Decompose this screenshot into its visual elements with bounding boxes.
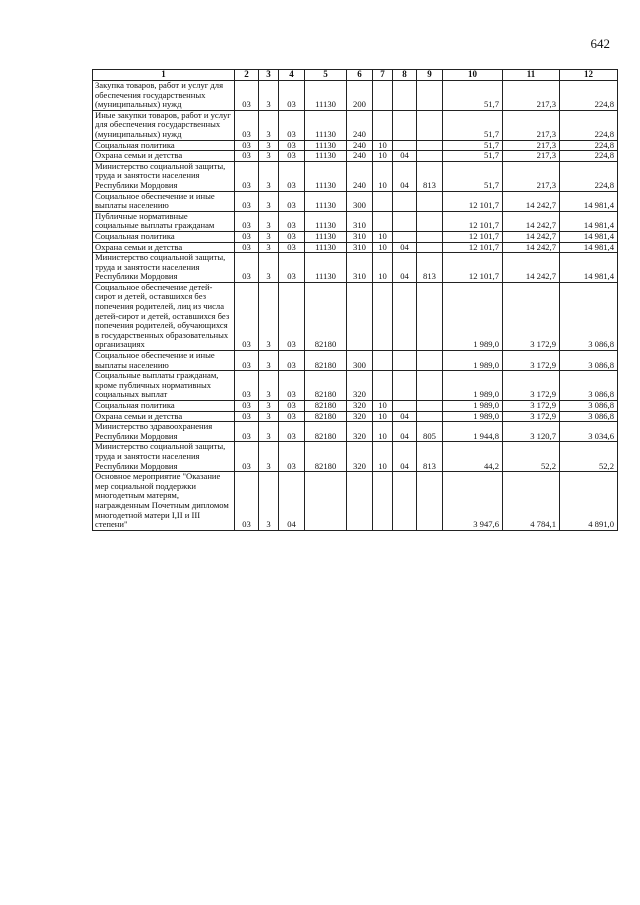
cell: 310	[347, 242, 373, 253]
cell: 03	[235, 422, 259, 442]
cell: 03	[235, 411, 259, 422]
cell	[417, 110, 443, 140]
table-row	[93, 140, 618, 151]
row-name: Публичные нормативные социальные выплаты гражданам	[93, 211, 235, 231]
cell: 03	[279, 253, 305, 283]
cell	[417, 191, 443, 211]
table-row	[93, 110, 618, 140]
amount-cell: 1 989,0	[443, 371, 503, 401]
cell: 11130	[305, 81, 347, 111]
amount-cell: 14 242,7	[503, 242, 560, 253]
cell	[373, 282, 393, 350]
row-name: Социальные выплаты гражданам, кроме публичных нормативных социальных выплат	[93, 371, 235, 401]
cell: 04	[393, 161, 417, 191]
cell: 3	[259, 151, 279, 162]
cell	[417, 411, 443, 422]
amount-cell: 3 086,8	[560, 282, 618, 350]
cell	[347, 472, 373, 531]
cell: 200	[347, 81, 373, 111]
cell: 11130	[305, 253, 347, 283]
cell	[417, 211, 443, 231]
amount-cell: 3 120,7	[503, 422, 560, 442]
amount-cell: 12 101,7	[443, 191, 503, 211]
cell: 813	[417, 161, 443, 191]
budget-table	[92, 69, 618, 531]
cell: 03	[235, 253, 259, 283]
cell: 03	[235, 110, 259, 140]
amount-cell: 44,2	[443, 442, 503, 472]
cell: 03	[279, 151, 305, 162]
amount-cell: 4 784,1	[503, 472, 560, 531]
cell: 04	[393, 242, 417, 253]
cell: 03	[279, 211, 305, 231]
cell: 320	[347, 442, 373, 472]
row-name: Охрана семьи и детства	[93, 411, 235, 422]
cell: 813	[417, 253, 443, 283]
amount-cell: 51,7	[443, 81, 503, 111]
cell: 10	[373, 161, 393, 191]
amount-cell: 3 172,9	[503, 401, 560, 412]
cell: 805	[417, 422, 443, 442]
amount-cell: 14 981,4	[560, 253, 618, 283]
row-name: Министерство социальной защиты, труда и занятости населения Республики Мордовия	[93, 161, 235, 191]
amount-cell: 1 989,0	[443, 411, 503, 422]
cell: 03	[235, 231, 259, 242]
row-name: Социальная политика	[93, 231, 235, 242]
cell	[393, 110, 417, 140]
cell: 03	[235, 242, 259, 253]
cell: 82180	[305, 371, 347, 401]
col-header: 2	[235, 70, 259, 81]
row-name: Социальная политика	[93, 140, 235, 151]
amount-cell: 14 981,4	[560, 231, 618, 242]
cell: 82180	[305, 351, 347, 371]
amount-cell: 52,2	[503, 442, 560, 472]
cell	[373, 191, 393, 211]
table-row	[93, 191, 618, 211]
table-row	[93, 231, 618, 242]
table-row	[93, 472, 618, 531]
amount-cell: 217,3	[503, 161, 560, 191]
cell: 240	[347, 140, 373, 151]
cell: 10	[373, 231, 393, 242]
cell	[373, 472, 393, 531]
col-header: 10	[443, 70, 503, 81]
row-name: Министерство здравоохранения Республики Мордовия	[93, 422, 235, 442]
amount-cell: 1 989,0	[443, 282, 503, 350]
cell	[373, 351, 393, 371]
cell: 11130	[305, 140, 347, 151]
cell: 03	[279, 351, 305, 371]
cell: 11130	[305, 231, 347, 242]
cell	[347, 282, 373, 350]
amount-cell: 1 989,0	[443, 351, 503, 371]
cell: 3	[259, 401, 279, 412]
amount-cell: 3 086,8	[560, 371, 618, 401]
cell: 03	[235, 191, 259, 211]
amount-cell: 14 242,7	[503, 191, 560, 211]
cell: 03	[235, 140, 259, 151]
cell: 03	[279, 161, 305, 191]
cell: 03	[279, 191, 305, 211]
row-name: Социальная политика	[93, 401, 235, 412]
cell	[393, 191, 417, 211]
cell: 10	[373, 401, 393, 412]
row-name: Основное мероприятие "Оказание мер социальной поддержки многодетным матерям, награжденным Почетным дипломом многодетной матери I,II и III степени"	[93, 472, 235, 531]
cell: 03	[235, 161, 259, 191]
cell	[393, 282, 417, 350]
col-header: 5	[305, 70, 347, 81]
row-name: Охрана семьи и детства	[93, 242, 235, 253]
col-header: 3	[259, 70, 279, 81]
amount-cell: 3 086,8	[560, 401, 618, 412]
cell	[417, 282, 443, 350]
amount-cell: 224,8	[560, 81, 618, 111]
cell: 3	[259, 110, 279, 140]
amount-cell: 3 172,9	[503, 282, 560, 350]
cell: 320	[347, 401, 373, 412]
cell: 03	[235, 211, 259, 231]
cell: 320	[347, 371, 373, 401]
cell: 3	[259, 231, 279, 242]
cell	[393, 81, 417, 111]
cell: 04	[393, 422, 417, 442]
cell: 3	[259, 191, 279, 211]
cell	[417, 81, 443, 111]
amount-cell: 14 242,7	[503, 253, 560, 283]
amount-cell: 3 086,8	[560, 411, 618, 422]
cell: 03	[279, 411, 305, 422]
cell	[417, 140, 443, 151]
cell: 03	[279, 231, 305, 242]
table-row	[93, 151, 618, 162]
table-row	[93, 161, 618, 191]
table-row	[93, 401, 618, 412]
amount-cell: 4 891,0	[560, 472, 618, 531]
cell: 03	[235, 371, 259, 401]
amount-cell: 14 242,7	[503, 211, 560, 231]
amount-cell: 3 172,9	[503, 411, 560, 422]
cell: 300	[347, 191, 373, 211]
cell: 04	[393, 442, 417, 472]
cell: 310	[347, 211, 373, 231]
cell: 82180	[305, 411, 347, 422]
amount-cell: 217,3	[503, 81, 560, 111]
cell: 03	[279, 442, 305, 472]
cell: 03	[235, 81, 259, 111]
table-row	[93, 351, 618, 371]
amount-cell: 217,3	[503, 151, 560, 162]
table-row	[93, 282, 618, 350]
col-header: 11	[503, 70, 560, 81]
row-name: Закупка товаров, работ и услуг для обеспечения государственных (муниципальных) нужд	[93, 81, 235, 111]
amount-cell: 51,7	[443, 110, 503, 140]
cell	[393, 211, 417, 231]
cell: 03	[279, 282, 305, 350]
amount-cell: 1 944,8	[443, 422, 503, 442]
cell: 3	[259, 242, 279, 253]
amount-cell: 217,3	[503, 110, 560, 140]
amount-cell: 12 101,7	[443, 253, 503, 283]
amount-cell: 224,8	[560, 151, 618, 162]
cell: 3	[259, 371, 279, 401]
cell: 03	[235, 351, 259, 371]
cell	[373, 110, 393, 140]
cell	[393, 231, 417, 242]
cell: 03	[235, 442, 259, 472]
cell: 03	[235, 151, 259, 162]
cell: 3	[259, 472, 279, 531]
cell	[373, 211, 393, 231]
col-header: 7	[373, 70, 393, 81]
cell: 04	[393, 253, 417, 283]
amount-cell: 224,8	[560, 161, 618, 191]
cell: 82180	[305, 401, 347, 412]
cell: 3	[259, 253, 279, 283]
amount-cell: 224,8	[560, 140, 618, 151]
amount-cell: 224,8	[560, 110, 618, 140]
cell	[305, 472, 347, 531]
cell: 10	[373, 242, 393, 253]
cell	[417, 242, 443, 253]
header-row	[93, 70, 618, 81]
cell: 82180	[305, 422, 347, 442]
amount-cell: 12 101,7	[443, 242, 503, 253]
amount-cell: 12 101,7	[443, 211, 503, 231]
table-row	[93, 242, 618, 253]
cell: 03	[235, 472, 259, 531]
cell	[417, 472, 443, 531]
cell: 3	[259, 81, 279, 111]
table-row	[93, 81, 618, 111]
amount-cell: 12 101,7	[443, 231, 503, 242]
cell: 240	[347, 151, 373, 162]
row-name: Иные закупки товаров, работ и услуг для обеспечения государственных (муниципальных) нужд	[93, 110, 235, 140]
cell: 310	[347, 231, 373, 242]
cell: 03	[279, 81, 305, 111]
col-header: 8	[393, 70, 417, 81]
cell	[417, 351, 443, 371]
cell: 03	[235, 282, 259, 350]
cell: 10	[373, 422, 393, 442]
page-number: 642	[590, 36, 610, 51]
cell: 3	[259, 411, 279, 422]
col-header: 9	[417, 70, 443, 81]
amount-cell: 14 242,7	[503, 231, 560, 242]
cell	[393, 401, 417, 412]
cell: 11130	[305, 161, 347, 191]
cell	[393, 371, 417, 401]
cell: 03	[279, 401, 305, 412]
amount-cell: 51,7	[443, 140, 503, 151]
row-name: Охрана семьи и детства	[93, 151, 235, 162]
table-row	[93, 371, 618, 401]
amount-cell: 3 172,9	[503, 371, 560, 401]
col-header: 4	[279, 70, 305, 81]
cell: 10	[373, 442, 393, 472]
cell: 3	[259, 282, 279, 350]
amount-cell: 14 981,4	[560, 191, 618, 211]
amount-cell: 14 981,4	[560, 211, 618, 231]
amount-cell: 52,2	[560, 442, 618, 472]
cell	[393, 351, 417, 371]
cell: 11130	[305, 242, 347, 253]
cell: 310	[347, 253, 373, 283]
col-header: 6	[347, 70, 373, 81]
cell: 11130	[305, 211, 347, 231]
table-row	[93, 442, 618, 472]
cell	[373, 81, 393, 111]
cell: 82180	[305, 282, 347, 350]
amount-cell: 14 981,4	[560, 242, 618, 253]
amount-cell: 3 947,6	[443, 472, 503, 531]
amount-cell: 51,7	[443, 161, 503, 191]
col-header: 12	[560, 70, 618, 81]
cell	[393, 472, 417, 531]
col-header: 1	[93, 70, 235, 81]
cell: 03	[279, 140, 305, 151]
amount-cell: 217,3	[503, 140, 560, 151]
cell: 04	[279, 472, 305, 531]
cell: 3	[259, 140, 279, 151]
cell: 10	[373, 411, 393, 422]
cell: 240	[347, 161, 373, 191]
table-row	[93, 253, 618, 283]
cell: 04	[393, 411, 417, 422]
cell	[417, 371, 443, 401]
cell: 11130	[305, 191, 347, 211]
cell: 10	[373, 140, 393, 151]
cell: 320	[347, 411, 373, 422]
cell: 11130	[305, 151, 347, 162]
cell: 3	[259, 161, 279, 191]
row-name: Социальное обеспечение детей-сирот и детей, оставшихся без попечения родителей, лиц из числа детей-сирот и детей, оставшихся без попечения родителей, обучающихся в государственных образовательных организациях	[93, 282, 235, 350]
cell: 240	[347, 110, 373, 140]
cell: 03	[279, 242, 305, 253]
amount-cell: 3 086,8	[560, 351, 618, 371]
table-row	[93, 211, 618, 231]
cell: 10	[373, 253, 393, 283]
table-row	[93, 411, 618, 422]
cell: 3	[259, 351, 279, 371]
cell: 10	[373, 151, 393, 162]
row-name: Социальное обеспечение и иные выплаты населению	[93, 351, 235, 371]
cell: 3	[259, 211, 279, 231]
cell	[417, 401, 443, 412]
cell	[417, 151, 443, 162]
amount-cell: 3 172,9	[503, 351, 560, 371]
cell: 813	[417, 442, 443, 472]
cell: 03	[279, 110, 305, 140]
cell: 320	[347, 422, 373, 442]
cell: 03	[235, 401, 259, 412]
cell: 03	[279, 422, 305, 442]
cell: 11130	[305, 110, 347, 140]
cell: 3	[259, 422, 279, 442]
cell: 300	[347, 351, 373, 371]
amount-cell: 3 034,6	[560, 422, 618, 442]
cell: 04	[393, 151, 417, 162]
row-name: Социальное обеспечение и иные выплаты населению	[93, 191, 235, 211]
cell	[393, 140, 417, 151]
amount-cell: 51,7	[443, 151, 503, 162]
cell	[417, 231, 443, 242]
cell	[373, 371, 393, 401]
cell: 82180	[305, 442, 347, 472]
table-row	[93, 422, 618, 442]
amount-cell: 1 989,0	[443, 401, 503, 412]
cell: 3	[259, 442, 279, 472]
row-name: Министерство социальной защиты, труда и занятости населения Республики Мордовия	[93, 442, 235, 472]
cell: 03	[279, 371, 305, 401]
row-name: Министерство социальной защиты, труда и занятости населения Республики Мордовия	[93, 253, 235, 283]
